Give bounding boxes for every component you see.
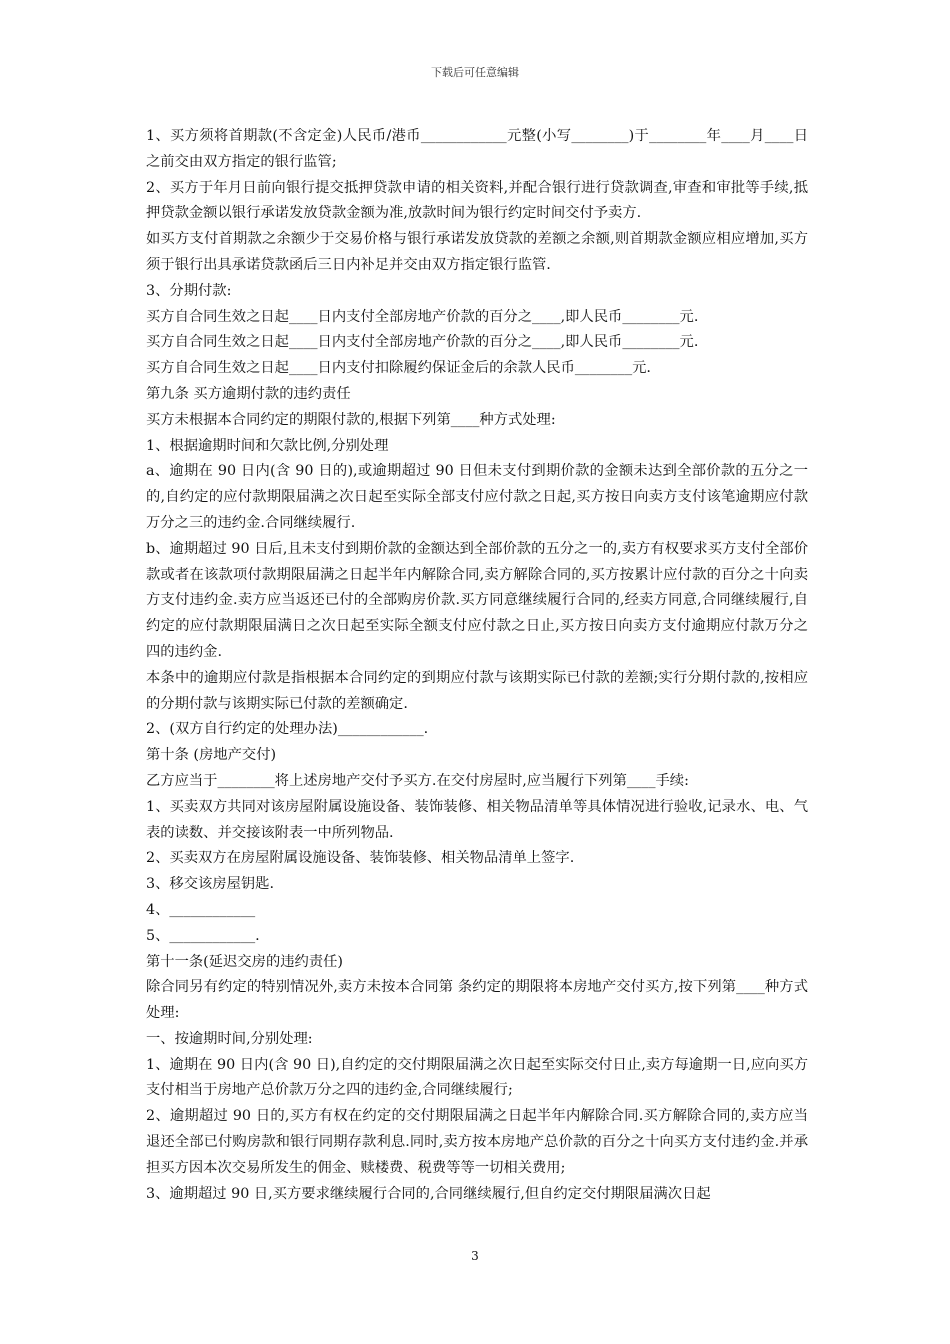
paragraph: a、逾期在 90 日内(含 90 日的),或逾期超过 90 日但未支付到期价款的金额未达到全部价款的五分之一的,自约定的应付款期限届满之次日起至实际全部支付应付款之日起,买方按日向卖方支付该笔逾期应付款万分之三的违约金.合同继续履行. [146,463,808,531]
document-body [146,124,808,1207]
paragraph: 买方自合同生效之日起____日内支付扣除履约保证金后的余款人民币________元. [146,360,651,377]
paragraph: 1、买卖双方共同对该房屋附属设施设备、装饰装修、相关物品清单等具体情况进行验收,记录水、电、气表的读数、并交接该附表一中所列物品. [146,798,808,841]
paragraph: 乙方应当于________将上述房地产交付予买方.在交付房屋时,应当履行下列第____手续: [146,772,689,789]
paragraph: 2、(双方自行约定的处理办法)____________. [146,721,429,738]
paragraph: 一、按逾期时间,分别处理: [146,1030,313,1047]
page-header: 下载后可任意编辑 [431,66,519,79]
section-heading: 第九条 买方逾期付款的违约责任 [146,385,351,402]
section-heading: 第十条 (房地产交付) [146,747,277,764]
paragraph: 本条中的逾期应付款是指根据本合同约定的到期应付款与该期实际已付款的差额;实行分期付款的,按相应的分期付款与该期实际已付款的差额确定. [146,669,808,712]
paragraph: 1、买方须将首期款(不含定金)人民币/港币____________元整(小写________)于________年____月____日之前交由双方指定的银行监管; [146,128,808,170]
paragraph: 买方未根据本合同约定的期限付款的,根据下列第____种方式处理: [146,411,556,428]
page-number: 3 [471,1249,479,1263]
paragraph: 1、根据逾期时间和欠款比例,分别处理 [146,437,389,454]
paragraph: 2、买卖双方在房屋附属设施设备、装饰装修、相关物品清单上签字. [146,850,575,867]
paragraph: 除合同另有约定的特别情况外,卖方未按本合同第 条约定的期限将本房地产交付买方,按下列第____种方式处理: [146,979,808,1022]
paragraph: 如买方支付首期款之余额少于交易价格与银行承诺发放贷款的差额之余额,则首期款金额应相应增加,买方须于银行出具承诺贷款函后三日内补足并交由双方指定银行监管. [146,231,808,273]
paragraph: 买方自合同生效之日起____日内支付全部房地产价款的百分之____,即人民币________元. [146,308,699,325]
section-heading: 第十一条(延迟交房的违约责任) [146,953,344,970]
paragraph: 5、____________. [146,927,260,944]
paragraph: 2、逾期超过 90 日的,买方有权在约定的交付期限届满之日起半年内解除合同.买方解除合同的,卖方应当退还全部已付购房款和银行同期存款利息.同时,卖方按本房地产总价款的百分之十向买方支付违约金.并承担买方因本次交易所发生的佣金、赎楼费、税费等等一切相关费用; [146,1108,808,1176]
paragraph: 买方自合同生效之日起____日内支付全部房地产价款的百分之____,即人民币________元. [146,334,699,351]
paragraph: 3、移交该房屋钥匙. [146,876,275,893]
paragraph: b、逾期超过 90 日后,且未支付到期价款的金额达到全部价款的五分之一的,卖方有权要求买方支付全部价款或者在该款项付款期限届满之日起半年内解除合同,卖方解除合同的,买方按累计应付款的百分之十向卖方支付违约金.卖方应当返还已付的全部购房价款.买方同意继续履行合同的,经卖方同意,合同继续履行,自约定的应付款期限届满日之次日起至实际全额支付应付款之日止,买方按日向卖方支付逾期应付款万分之四的违约金. [146,540,808,660]
paragraph: 3、分期付款: [146,282,232,299]
paragraph: 2、买方于年月日前向银行提交抵押贷款申请的相关资料,并配合银行进行贷款调查,审查和审批等手续,抵押贷款金额以银行承诺发放贷款金额为准,放款时间为银行约定时间交付予卖方. [146,179,808,222]
paragraph: 1、逾期在 90 日内(含 90 日),自约定的交付期限届满之次日起至实际交付日止,卖方每逾期一日,应向买方支付相当于房地产总价款万分之四的违约金,合同继续履行; [146,1056,808,1099]
paragraph: 4、____________ [146,901,256,918]
paragraph: 3、逾期超过 90 日,买方要求继续履行合同的,合同继续履行,但自约定交付期限届满次日起 [146,1185,711,1202]
